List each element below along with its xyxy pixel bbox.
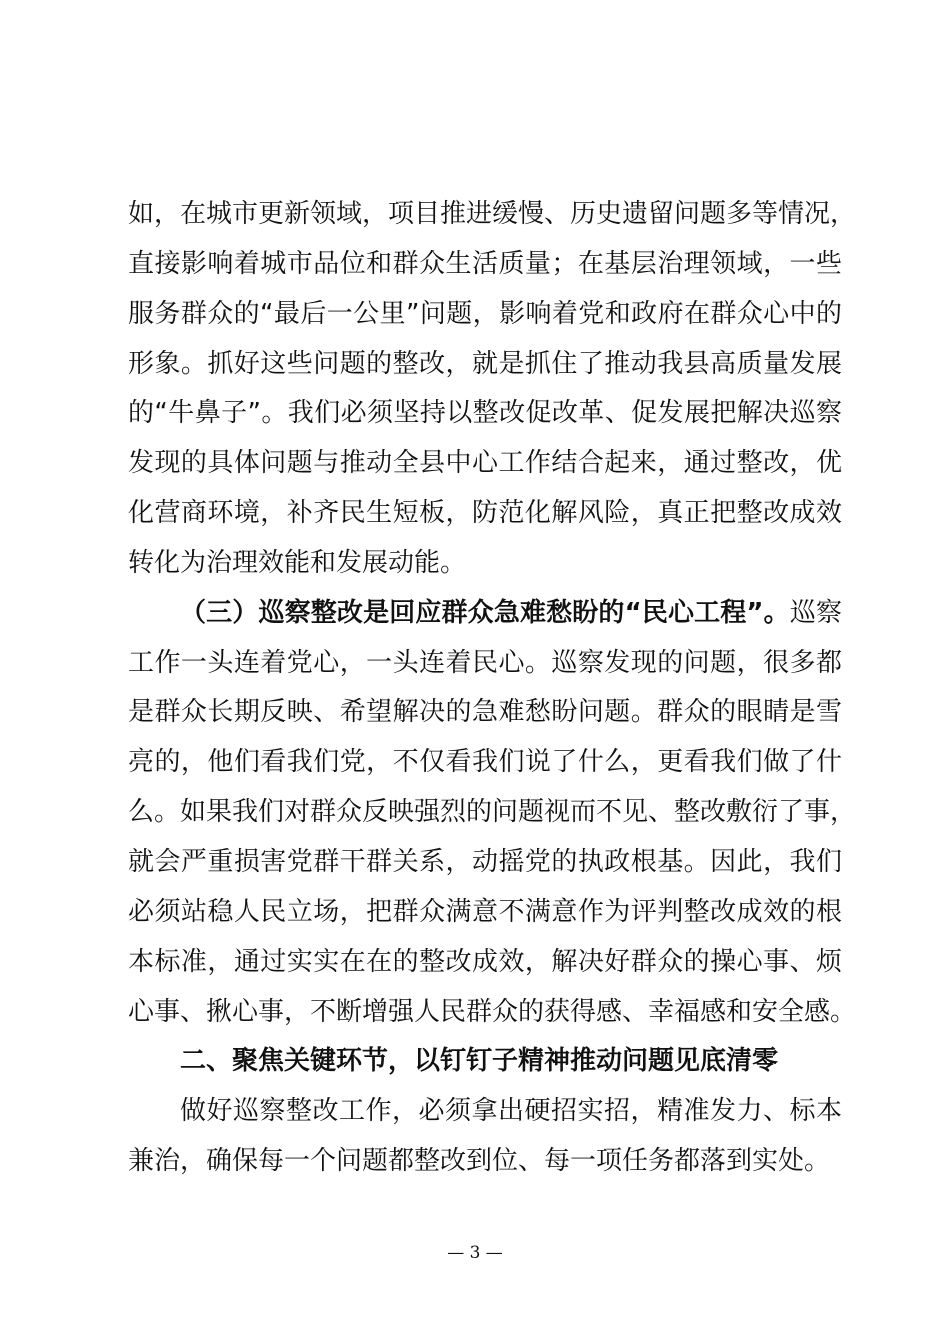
text-line: 心事、揪心事，不断增强人民群众的获得感、幸福感和安全感。 xyxy=(128,996,857,1027)
text-line: 化营商环境，补齐民生短板，防范化解风险，真正把整改成效 xyxy=(128,498,842,529)
text-line: 是群众长期反映、希望解决的急难愁盼问题。群众的眼睛是雪 xyxy=(128,697,842,728)
text-line: 做好巡察整改工作，必须拿出硬招实招，精准发力、标本 xyxy=(180,1096,842,1127)
text-line: 发现的具体问题与推动全县中心工作结合起来，通过整改，优 xyxy=(128,448,842,479)
text-run: 巡察 xyxy=(789,597,842,628)
text-line: 服务群众的“最后一公里”问题，影响着党和政府在群众心中的 xyxy=(128,298,842,329)
text-line xyxy=(128,589,842,639)
text-line: 亮的，他们看我们党，不仅看我们说了什么，更看我们做了什 xyxy=(128,747,842,778)
text-line: 的“牛鼻子”。我们必须坚持以整改促改革、促发展把解决巡察 xyxy=(128,398,842,429)
text-line: 工作一头连着党心，一头连着民心。巡察发现的问题，很多都 xyxy=(128,647,842,678)
section-heading: 二、聚焦关键环节，以钉钉子精神推动问题见底清零 xyxy=(180,1046,779,1077)
paragraph xyxy=(128,589,857,1038)
text-line: 兼治，确保每一个问题都整改到位、每一项任务都落到实处。 xyxy=(128,1146,831,1177)
subsection-heading: （三）巡察整改是回应群众急难愁盼的“民心工程”。 xyxy=(180,597,790,628)
text-line: 么。如果我们对群众反映强烈的问题视而不见、整改敷衍了事， xyxy=(128,797,857,828)
text-line: 直接影响着城市品位和群众生活质量；在基层治理领域，一些 xyxy=(128,248,842,279)
document-body xyxy=(128,190,857,1187)
text-line: 形象。抓好这些问题的整改，就是抓住了推动我县高质量发展 xyxy=(128,348,842,379)
text-line: 就会严重损害党群干群关系，动摇党的执政根基。因此，我们 xyxy=(128,846,842,877)
paragraph xyxy=(128,190,857,589)
text-line: 转化为治理效能和发展动能。 xyxy=(128,547,467,578)
text-line: 如，在城市更新领域，项目推进缓慢、历史遗留问题多等情况， xyxy=(128,199,857,229)
text-line: 本标准，通过实实在在的整改成效，解决好群众的操心事、烦 xyxy=(128,946,842,977)
page-number: — 3 — xyxy=(447,1243,503,1263)
text-line: 必须站稳人民立场，把群众满意不满意作为评判整改成效的根 xyxy=(128,896,842,927)
paragraph xyxy=(128,1087,842,1187)
